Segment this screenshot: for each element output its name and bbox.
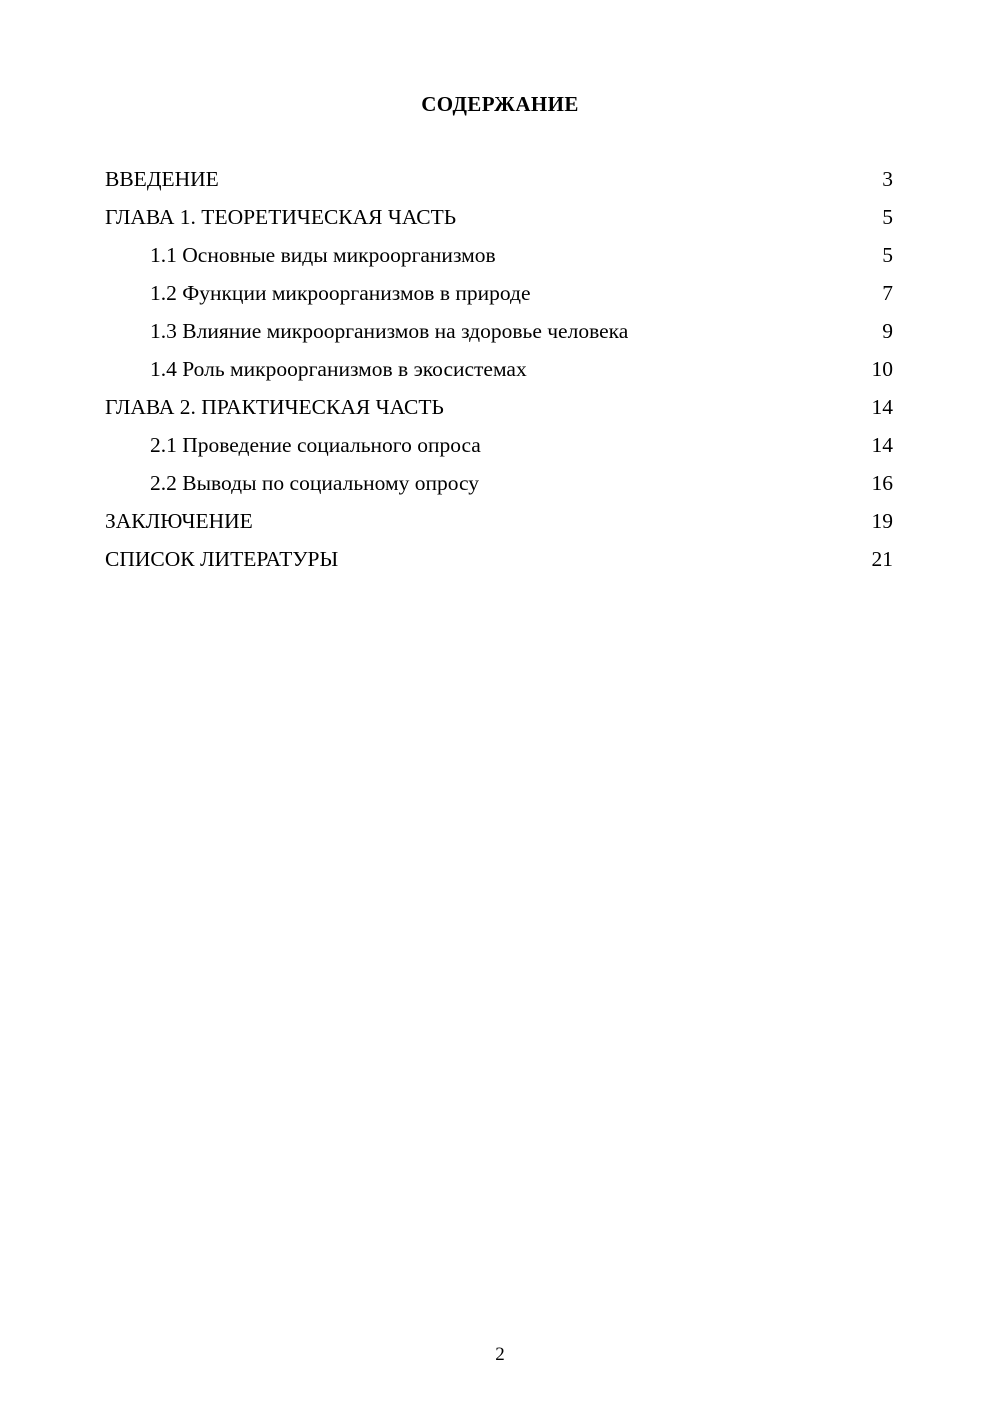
toc-entry-spisok-literatury[interactable] — [105, 549, 895, 571]
toc-entry-label: 2.2 Выводы по социальному опросу — [150, 471, 480, 495]
toc-entry-label: 1.3 Влияние микроорганизмов на здоровье человека — [150, 319, 629, 343]
toc-entry-page: 5 — [882, 243, 893, 267]
toc-entry-page: 3 — [882, 167, 893, 191]
toc-entry-label: ГЛАВА 2. ПРАКТИЧЕСКАЯ ЧАСТЬ — [105, 395, 444, 419]
toc-entry-page: 10 — [871, 357, 893, 381]
toc-entry-2-1[interactable] — [105, 435, 895, 457]
toc-entry-label: ЗАКЛЮЧЕНИЕ — [105, 509, 253, 533]
table-of-contents — [105, 169, 895, 571]
toc-entry-1-1[interactable] — [105, 245, 895, 267]
toc-entry-page: 19 — [871, 509, 893, 533]
toc-entry-page: 16 — [871, 471, 893, 495]
toc-entry-zaklyuchenie[interactable] — [105, 511, 895, 533]
toc-entry-1-3[interactable] — [105, 321, 895, 343]
toc-entry-page: 14 — [871, 433, 893, 457]
toc-entry-label: 1.4 Роль микроорганизмов в экосистемах — [150, 357, 527, 381]
toc-entry-label: 2.1 Проведение социального опроса — [150, 433, 481, 457]
toc-entry-label: СПИСОК ЛИТЕРАТУРЫ — [105, 547, 339, 571]
toc-entry-page: 14 — [871, 395, 893, 419]
toc-entry-vvedenie[interactable] — [105, 169, 895, 191]
toc-entry-label: ВВЕДЕНИЕ — [105, 167, 219, 191]
toc-entry-chapter-1[interactable] — [105, 207, 895, 229]
toc-entry-page: 7 — [882, 281, 893, 305]
toc-entry-1-2[interactable] — [105, 283, 895, 305]
toc-entry-page: 5 — [882, 205, 893, 229]
toc-entry-label: ГЛАВА 1. ТЕОРЕТИЧЕСКАЯ ЧАСТЬ — [105, 205, 457, 229]
toc-entry-label: 1.2 Функции микроорганизмов в природе — [150, 281, 531, 305]
toc-entry-label: 1.1 Основные виды микроорганизмов — [150, 243, 496, 267]
toc-entry-page: 9 — [882, 319, 893, 343]
toc-entry-chapter-2[interactable] — [105, 397, 895, 419]
toc-entry-2-2[interactable] — [105, 473, 895, 495]
toc-entry-page: 21 — [871, 547, 893, 571]
page-title: СОДЕРЖАНИЕ — [421, 92, 579, 116]
footer-page-number: 2 — [495, 1344, 505, 1365]
toc-entry-1-4[interactable] — [105, 359, 895, 381]
